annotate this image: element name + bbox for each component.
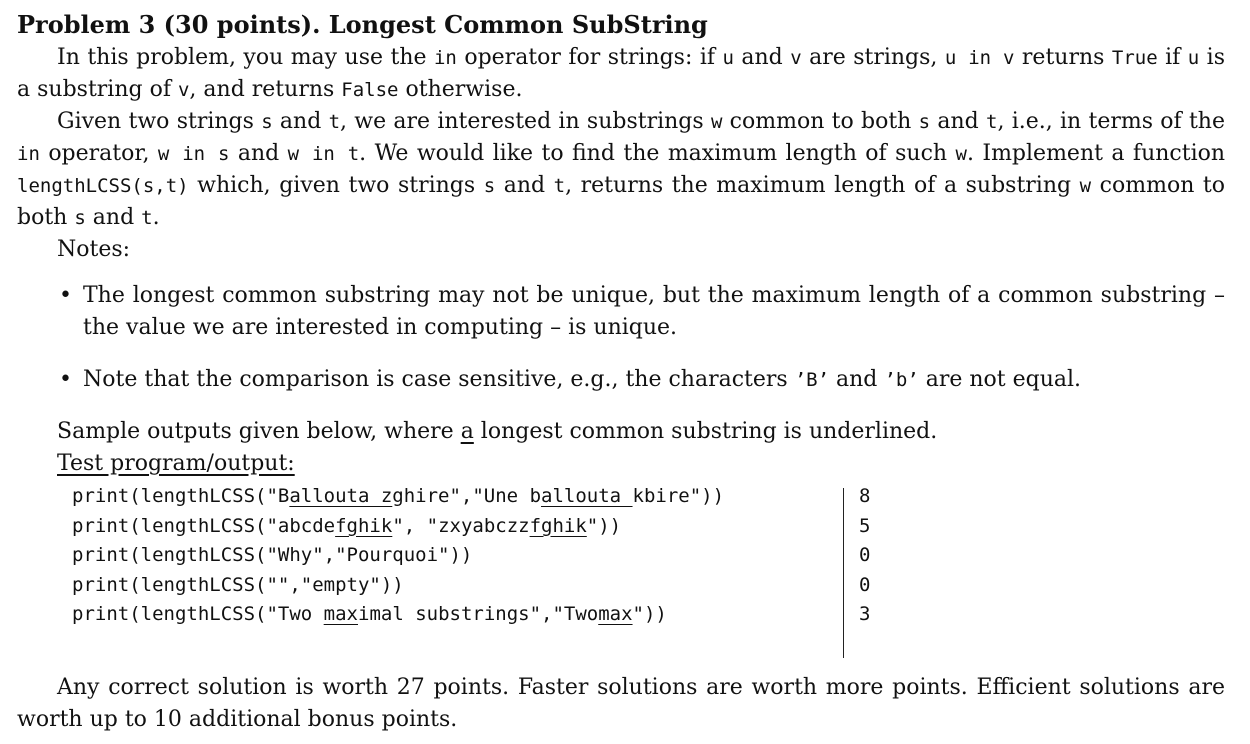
inline-code: u xyxy=(1187,47,1200,69)
inline-code: u in v xyxy=(944,47,1015,69)
underlined-substring: allouta xyxy=(541,485,633,507)
output-divider xyxy=(843,488,844,658)
inline-code: u xyxy=(722,47,734,69)
task-text: . xyxy=(152,205,160,230)
intro-text: otherwise. xyxy=(398,77,523,102)
list-item xyxy=(17,280,1225,344)
task-text: and xyxy=(272,109,329,134)
underlined-word: a xyxy=(460,419,474,444)
task-text: , i.e., in terms of the xyxy=(997,109,1225,134)
task-text: , we are interested in substrings xyxy=(340,109,711,134)
underlined-substring: max xyxy=(598,603,633,625)
sample-text: longest common substring is underlined. xyxy=(473,419,938,444)
task-text: . Implement a function xyxy=(966,141,1226,166)
code-text: kbire")) xyxy=(632,485,725,507)
inline-code: w in t xyxy=(287,143,360,165)
bullet-icon: • xyxy=(59,367,72,392)
output-value: 0 xyxy=(859,573,871,596)
task-paragraph xyxy=(17,106,1225,234)
task-text: operator, xyxy=(39,141,158,166)
code-text: ghire","Une b xyxy=(392,485,542,507)
code-line xyxy=(72,541,842,571)
test-program-block xyxy=(17,482,1225,658)
inline-code: w xyxy=(1079,175,1092,197)
inline-code: t xyxy=(986,111,998,133)
task-text: which, given two strings xyxy=(188,173,484,198)
inline-code: True xyxy=(1111,47,1158,69)
underlined-substring: fghik xyxy=(335,514,393,537)
bullet-icon: • xyxy=(59,283,72,308)
list-item xyxy=(17,364,1225,396)
test-code xyxy=(72,482,842,630)
inline-code: t xyxy=(141,207,153,229)
intro-text: In this problem, you may use the xyxy=(57,45,434,70)
task-text: and xyxy=(495,173,554,198)
code-line xyxy=(72,571,842,601)
intro-text: if xyxy=(1157,45,1188,70)
code-line xyxy=(72,482,842,512)
code-line xyxy=(72,512,842,542)
task-text: common to both xyxy=(17,173,1225,230)
notes-label: Notes: xyxy=(57,237,131,262)
task-text: and xyxy=(85,205,142,230)
inline-code: False xyxy=(341,79,399,101)
inline-code: s xyxy=(261,111,273,133)
sample-description xyxy=(17,416,1225,448)
inline-code: w in s xyxy=(157,143,230,165)
underlined-substring: allouta z xyxy=(289,485,393,507)
output-value: 3 xyxy=(859,603,871,625)
intro-text: , and returns xyxy=(189,77,342,102)
notes-list xyxy=(17,280,1225,396)
task-text: common to both xyxy=(722,109,919,134)
inline-code: t xyxy=(328,111,341,133)
sample-text: Sample outputs given below, where xyxy=(57,419,461,444)
intro-text: is a substring of xyxy=(17,45,1225,102)
intro-text: operator for strings: if xyxy=(456,45,723,70)
code-text: ")) xyxy=(632,603,667,625)
note-text: The longest common substring may not be unique, but the maximum length of a common substring – the value we are interested in computing – is unique. xyxy=(83,283,1225,340)
inline-code: s xyxy=(74,207,86,229)
intro-text: and xyxy=(733,45,791,70)
problem-document xyxy=(17,8,1225,736)
code-text: print(lengthLCSS("Two xyxy=(72,603,324,625)
inline-code: w xyxy=(955,143,967,165)
code-line xyxy=(72,600,842,630)
inline-code: s xyxy=(918,111,931,133)
output-value: 8 xyxy=(859,485,871,507)
code-text: imal substrings","Two xyxy=(358,603,599,625)
code-text: ")) xyxy=(586,514,622,537)
task-text: Given two strings xyxy=(57,109,262,134)
code-text: print(lengthLCSS("","empty")) xyxy=(72,573,404,596)
inline-code: w xyxy=(710,111,723,133)
test-label xyxy=(17,448,1225,480)
code-text: print(lengthLCSS("B xyxy=(72,485,290,507)
task-text: . We would like to find the maximum length of such xyxy=(359,141,956,166)
problem-title: Problem 3 (30 points). Longest Common SubString xyxy=(17,10,708,39)
test-output xyxy=(859,482,870,630)
underlined-substring: max xyxy=(323,603,358,625)
code-text: ", "zxyabczz xyxy=(392,514,530,537)
inline-code: v xyxy=(177,79,190,101)
inline-code: ’b’ xyxy=(884,369,919,391)
note-text: Note that the comparison is case sensitive, e.g., the characters xyxy=(83,367,795,392)
task-text: , returns the maximum length of a substring xyxy=(565,173,1080,198)
code-text: print(lengthLCSS("abcde xyxy=(72,514,336,537)
code-text: print(lengthLCSS("Why","Pourquoi")) xyxy=(72,544,473,566)
inline-code: s xyxy=(483,175,496,197)
intro-text: are strings, xyxy=(801,45,945,70)
task-text: and xyxy=(229,141,288,166)
task-text: and xyxy=(930,109,986,134)
intro-paragraph xyxy=(17,42,1225,106)
underlined-substring: fghik xyxy=(529,514,587,537)
function-signature: lengthLCSS(s,t) xyxy=(17,175,189,197)
intro-text: returns xyxy=(1014,45,1112,70)
inline-code: v xyxy=(790,47,802,69)
output-value: 0 xyxy=(859,544,871,566)
output-value: 5 xyxy=(859,514,871,537)
scoring-paragraph: Any correct solution is worth 27 points. Faster solutions are worth more points. Efficient solutions are worth up to 10 additional bonus points. xyxy=(17,675,1225,732)
test-label-text: Test program/output: xyxy=(57,451,295,476)
note-text: are not equal. xyxy=(918,367,1082,392)
note-text: and xyxy=(829,367,885,392)
inline-code: t xyxy=(553,175,566,197)
inline-code: in xyxy=(433,47,457,69)
inline-code: in xyxy=(17,143,40,165)
inline-code: ’B’ xyxy=(794,369,830,391)
